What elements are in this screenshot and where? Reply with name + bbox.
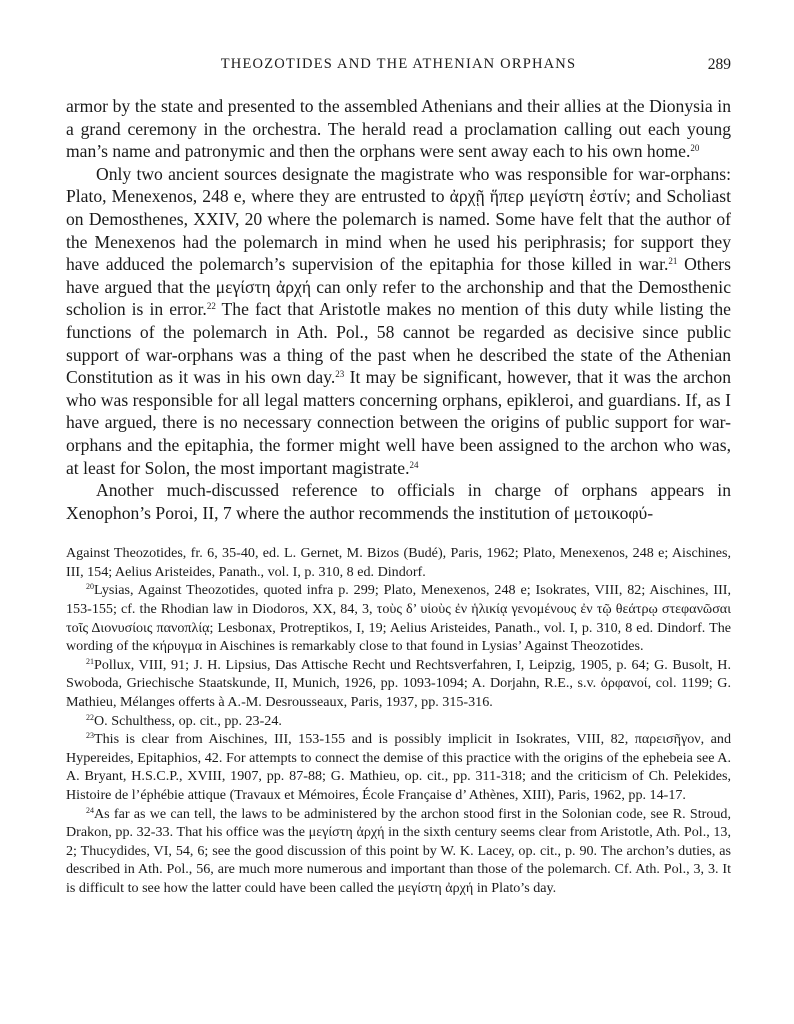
footnote-24 (66, 805, 731, 898)
note-ref-20: 20 (690, 143, 700, 154)
note-ref-21: 21 (668, 256, 678, 267)
paragraph-3: Another much-discussed reference to officials in charge of orphans appears in Xenophon’s Poroi, II, 7 where the author recommends the institution of μετοικοφύ- (66, 480, 731, 523)
paragraph-1 (66, 95, 731, 163)
paragraph-2-text-a: Only two ancient sources designate the magistrate who was responsible for war-orphans: Plato, Menexenos, 248 e, where they are entrusted to ἀρχῇ ἥπερ μεγίστη ἐστίν; and Scholiast on Demosthenes, XXIV, 20 where the polemarch is named. Some have felt that the author of the Menexenos had the polemarch in mind when he used his periphrasis; for support they have adduced the polemarch’s supervision of the epitaphia for those killed in war. (66, 163, 731, 275)
paragraph-2-text-d: It may be significant, however, that it was the archon who was responsible for all legal matters concerning orphans, epikleroi, and guardians. If, as I have argued, there is no necessary connection between the origins of public support for war-orphans and the epitaphia, the former might well have been assigned to the archon who was, at least for Solon, the most important magistrate. (66, 367, 731, 478)
running-header (66, 50, 731, 76)
footnote-text: As far as we can tell, the laws to be administered by the archon stood first in the Solonian code, see R. Stroud, Drakon, pp. 32-33. That his office was the μεγίστη ἀρχή in the sixth century seems clear from Aristotle, Ath. Pol., 13, 2; Thucydides, VI, 54, 6; see the good discussion of this point by W. K. Lacey, op. cit., p. 90. The archon’s duties, as described in Ath. Pol., 56, are much more numerous and important than those of the polemarch. Cf. Ath. Pol., 3, 3. It is difficult to see how the latter could have been called the μεγίστη ἀρχή in Plato’s day. (66, 805, 731, 896)
note-ref-22: 22 (206, 301, 216, 312)
footnote-number: 23 (86, 731, 94, 741)
note-ref-24: 24 (409, 459, 419, 470)
footnote-text: This is clear from Aischines, III, 153-155 and is possibly implicit in Isokrates, VIII, 82, παρεισῆγον, and Hypereides, Epitaphios, 42. For attempts to connect the demise of this practice with the origins of the ephebeia see A. A. Bryant, H.S.C.P., XVIII, 1907, pp. 87-88; G. Mathieu, op. cit., pp. 311-318; and the criticism of Ch. Pelekides, Histoire de l’éphébie attique (Travaux et Mémoires, École Française d’ Athènes, XIII), Paris, 1962, pp. 14-17. (66, 731, 731, 803)
running-title: THEOZOTIDES AND THE ATHENIAN ORPHANS (220, 56, 577, 72)
footnote-number: 20 (86, 582, 94, 592)
footnote-20 (66, 581, 731, 655)
page-number: 289 (707, 56, 731, 73)
footnote-22 (66, 712, 731, 731)
footnote-21 (66, 656, 731, 712)
paragraph-1-text: armor by the state and presented to the assembled Athenians and their allies at the Dionysia in a grand ceremony in the orchestra. The herald read a proclamation calling out each young man’s name and patronymic and then the orphans were sent away each to his own home. (66, 96, 731, 162)
footnote-number: 22 (86, 712, 94, 722)
footnote-text: Lysias, Against Theozotides, quoted infra p. 299; Plato, Menexenos, 248 e; Isokrates, VIII, 82; Aischines, III, 153-155; cf. the Rhodian law in Diodoros, XX, 84, 3, τοὺς δ’ υἱοὺς ἐν ἡλικίᾳ γενομένους ἐν τῷ θεάτρῳ στεφανῶσαι τοῖς Διονυσίοις πανοπλίᾳ; Lesbonax, Protreptikos, I, 19; Aelius Aristeides, Panath., vol. I, p. 310, 8 ed. Dindorf. The wording of the κήρυγμα in Aischines is remarkably close to that found in Lysias’ Against Theozotides. (66, 582, 731, 655)
footnote-number: 21 (86, 656, 94, 666)
footnote-23 (66, 730, 731, 804)
footnote-text: O. Schulthess, op. cit., pp. 23-24. (94, 712, 282, 729)
footnotes (66, 544, 731, 897)
footnote-continuation: Against Theozotides, fr. 6, 35-40, ed. L. Gernet, M. Bizos (Budé), Paris, 1962; Plato, Menexenos, 248 e; Aischines, III, 154; Aelius Aristeides, Panath., vol. I, p. 310, 8 ed. Dindorf. (66, 545, 731, 580)
page (66, 50, 731, 898)
footnote-text: Pollux, VIII, 91; J. H. Lipsius, Das Attische Recht und Rechtsverfahren, I, Leipzig, 1905, p. 64; G. Busolt, H. Swoboda, Griechische Staatskunde, II, Munich, 1926, pp. 1093-1094; A. Dorjahn, R.E., s.v. ὀρφανοί, col. 1199; G. Mathieu, Mélanges offerts à A.-M. Desrousseaux, Paris, 1937, pp. 315-316. (66, 656, 731, 711)
paragraph-2-text-c: The fact that Aristotle makes no mention of this duty while listing the functions of the polemarch in Ath. Pol., 58 cannot be regarded as decisive since public support of war-orphans was a thing of the past when he described the state of the Athenian Constitution as it was in his own day. (66, 299, 731, 388)
note-ref-23: 23 (335, 369, 345, 380)
paragraph-2-text-b: Others have argued that the μεγίστη ἀρχή can only refer to the archonship and that the Demosthenic scholion is in error. (66, 254, 731, 320)
paragraph-2 (66, 163, 731, 479)
footnote-number: 24 (86, 805, 94, 815)
main-text (66, 95, 731, 524)
